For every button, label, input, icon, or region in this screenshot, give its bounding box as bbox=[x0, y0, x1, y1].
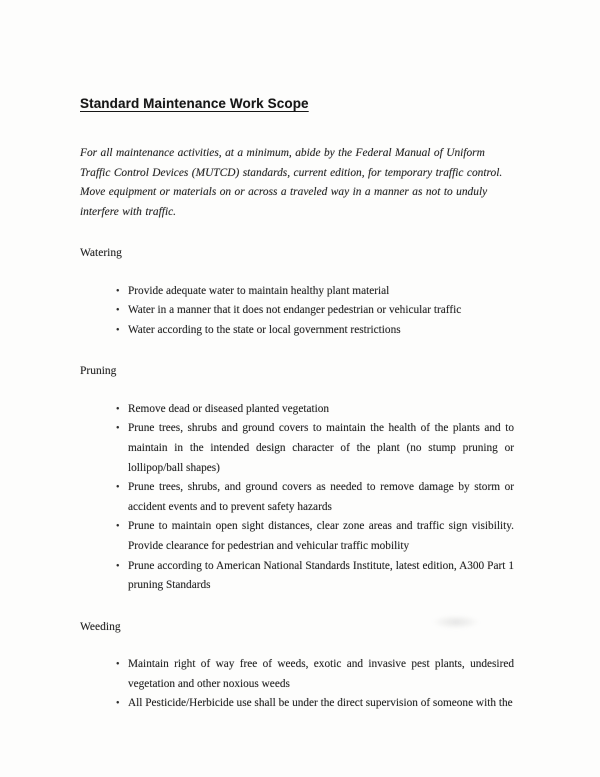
section-watering bbox=[80, 244, 514, 340]
section-heading-watering: Watering bbox=[80, 247, 122, 259]
list-item: • Provide adequate water to maintain healthy plant material bbox=[80, 282, 514, 302]
list-item: • Prune according to American National Standards Institute, latest edition, A300 Part 1 pruning Standards bbox=[80, 557, 514, 596]
list-item: • Water according to the state or local government restrictions bbox=[80, 321, 514, 341]
section-heading-weeding: Weeding bbox=[80, 620, 121, 633]
weeding-bullet-list bbox=[80, 655, 514, 714]
section-heading-pruning: Pruning bbox=[80, 365, 117, 378]
section-weeding bbox=[80, 618, 514, 714]
list-item: • All Pesticide/Herbicide use shall be under the direct supervision of someone with the bbox=[80, 694, 514, 714]
list-item: • Prune trees, shrubs and ground covers to maintain the health of the plants and to maintain in the intended design character of the plant (no stump pruning or lollipop/ball shapes) bbox=[80, 419, 514, 478]
pruning-bullet-list bbox=[80, 400, 514, 596]
list-item: • Prune trees, shrubs, and ground covers as needed to remove damage by storm or accident events and to prevent safety hazards bbox=[80, 478, 514, 517]
section-pruning bbox=[80, 362, 514, 595]
document-title: Standard Maintenance Work Scope bbox=[80, 96, 309, 111]
watering-bullet-list bbox=[80, 282, 514, 341]
list-item: • Remove dead or diseased planted vegetation bbox=[80, 400, 514, 420]
list-item: • Maintain right of way free of weeds, exotic and invasive pest plants, undesired vegetation and other noxious weeds bbox=[80, 655, 514, 694]
list-item: • Water in a manner that it does not endanger pedestrian or vehicular traffic bbox=[80, 301, 514, 321]
intro-paragraph: For all maintenance activities, at a minimum, abide by the Federal Manual of Uniform Traffic Control Devices (MUTCD) standards, current edition, for temporary traffic control. Move equipment or materials on or across a traveled way in a manner as not to unduly interfere with traffic. bbox=[80, 147, 503, 218]
list-item: • Prune to maintain open sight distances, clear zone areas and traffic sign visibility. Provide clearance for pedestrian and vehicular traffic mobility bbox=[80, 517, 514, 556]
